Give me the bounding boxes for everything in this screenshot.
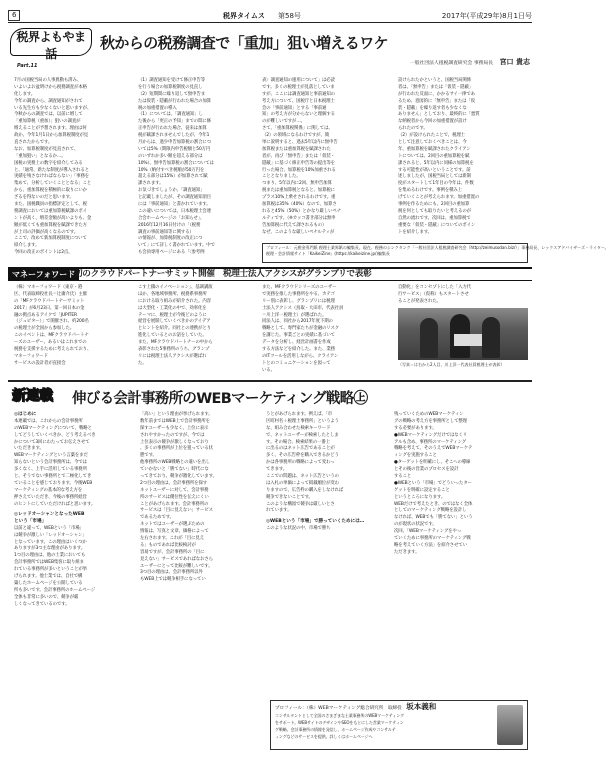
page-number: 6: [8, 10, 20, 21]
profile-text: コンサルタントとして全国のさまざまな士業事務所のWEBマーケティング をサポート。WEBサイトのデザインやSEOをもとにした営業マーケティン グ戦略、会計事務所の情報を発信し、ホームページ作成やコンサルテ ィングなどのサービスを提供。詳しくはホームページへ: [275, 713, 404, 739]
article2-header: [8, 267, 532, 281]
profile-name: 坂本義和: [406, 702, 437, 711]
article2-photo: [398, 308, 528, 360]
photo-caption: （写真＝は右から2人目、川上洋一代表社員税理士が表彰）: [398, 362, 505, 367]
badge-title: 税界よもやま話: [16, 30, 86, 61]
article2-col1: （株）マネーフォワード（東京・港 区、代表取締役社長＝辻庸介氏）主催 の「MFクラウドパートナーサミット 2017」が6月23日、第一回日本の金 融の拠点あるアイクで「JUPITER （ジュピター）」で開催され、約200名 の税理士が全国から参加した。 このイベントは、MFクラウドパートナ ーズのユーザー、あるいはこれまでの 税務を支援するために考えられており、 マネーフォワード サービスの設計者が直接会: [14, 285, 92, 366]
issue-date: 2017年(平成29年)8月1日号: [441, 12, 532, 20]
article2-col4: 自動化」をコンセプトにした「入力代 行サービス」（仮称）もスタートさせ ることが発表された。: [398, 285, 471, 304]
photo-person-3: [482, 317, 500, 358]
article3-col4: 残っていくためのWEBマーケティン グの戦略の考え方を事務所として整理 する必要があります。 ●WEBマーケティングだけではなくリ アルも含め、事務所のマーケティング 戦略を考えて、そのうえでWEBマーケテ ィングを実施すること ●ターゲットを明確にし、そこへの導線 とその後の営業のプロセスを設計 すること ●WEBという「市場」でどういったター ゲットを明確に設定すること というところになります。 WEBだけで考えたとき、のではなく全体 としてのマーケティング戦略を設計し なければ、WEBでも「勝てない」という のが現状の状況です。 次回、「WEBマーケティングをやっ ていくために事務所のマーケティング戦 略を考えていく方法」を紹介させてい ただきます。: [394, 412, 473, 555]
column-badge: [10, 28, 92, 69]
intro-text: 本連載では、これからの会計事務所 のWEBマーケティングについて、戦略と してどうしていくべきか、どう考えるべき かについて3回にわたってお伝えさせて いただきます。 WEBマーケティングという言葉をまだ 知らないという会計事務所は、今では 多くなく、上手に活用している事務所 と、そうでない事務所とで二極化してき ていることを感じております。今後WEB マーケティングの基本的な考え方を 押さえていただき、今後の事務所経営 のヒントにしていただければと思います。: [14, 418, 96, 507]
issue-number: 第58号: [278, 12, 301, 20]
author-profile-box: プロフィール：元税金専門紙 税理士業界紙の編集長。現在、税務のシンクタンク「一般社団法人租税調査研究会（http://zeimusodan.biz/）」事務局長、レックスアドバイザーズ・ライター。 税理・会計情報サイト「KaikeiZine」(https://kaikeizine.jp/)編集長: [262, 243, 528, 263]
photo-person-1: [420, 318, 438, 358]
article3-col3: うとがあげられます。例えば、「市 区町村名＋税理士事務所」というよう な、組み合わせた検索キーワード で、ネットユーザーが検索したとしま す。その場合、検索結果の一番上 に出るのはネット広告であることが 多く、その広告枠を購入できるかどう かは各事務所の戦略によって変わっ てきます。 ここでの問題は、ネット広告というの は入札の単価によって掲載順位が変わ りますので、広告枠の購入をしなければ 競争できないことです。 このような構図で競争は厳しいとさ れています。 ◎WEBという「市場」で勝っていくためには… このような状況の中、市場で勝ち: [266, 412, 388, 592]
profile-label: プロフィール：（株）WEBマーケティング総合研究所 取締役: [275, 706, 402, 711]
paper-name: 税界タイムス: [223, 12, 265, 20]
article1-col2: （1）調査通知を受けて修正申告等 を行う場合の加算税制度の見直し （2）短期間に繰り返して無申告ま たは仮装・隠蔽が行われた場合の加算 税の加重措置の導入 （1）については、「調査通知」し た後から「更正の予知」までの間に修 正申告が行われた場合、従来は加算 税が賦課されませんでしたが、今年1 月からは、過少申告加算税の割合につ いては5%（期限内申告税額と50万円 のいずれか多い額を超える部分は 10%）、無申告加算税の割合については 10%（納付すべき税額が50万円を 超える部分は15%）が加算されて賦 課されます。 お気づきでしょうか。「調査通知」 と記載しましたが、その調査通知項目 には「事前通知」と書かれています。 この違いについては、日本税理士会連 合会ホームページの「お知らせ」、 2016年12月16日付けの「（税務 調査の事前通知等に関する） の情報が、加算税制度の改正につ いて」にて詳しく書かれています。中で も会員専用ページにある「〈参考例: [138, 78, 215, 256]
article1-title: 秋からの税務調査で「重加」狙い増えるワケ: [100, 34, 389, 52]
article1-col1: 7月の国税当局の人事異動も済み、 いよいよお盆明けから税務調査が本格 化します。 今年の調査から、調査通知がされて いる先生方も少なくないと思いますが、 今秋からの調査では、以前に増して 「重加算税（重加）」狙いの調査が 増えることが予想されます。理由は何 故か。今年1月1日から加算税制度が見 直されたからです。 なお、加算税制度が見直されて、 「重加狙い」となるか…。 国税の実務上の数字を紹介してみる と、「通常、新たな制度が導入されると 実績を残さなければならない」「事務を 集めて、分析していくこととなる」こと から、重加算税を積極的に取りにいか ざるを得ないのだと思います。 また、国税職員の指標評定として、税 務調査においては重加算税賦課のポイ ントが高く、増差金額が高いよりも、金 額が低くても重加算税を賦課できた方 が上司の評価が高くなるのです。 ここで、改めて新加算税制度について 紹介します。 今回の改正のポイントは2点。: [14, 78, 92, 256]
article3-col1: [14, 412, 134, 762]
article1-col4: 設けられたかというと、国税当局関係 者は、「無申告」または「仮装・隠蔽」 が行われた反面に、かかるサイ一律であ るため、意図的に「無申告」または「仮 装・隠蔽」を繰り返す者も少なくな ありません」としており、最終的に「悪質 な納税者から今回の加重措置が設け られたのです。 （2）が設けられたことで、税理士 として注意しておくべきことは、今 年、重加算税を賦課されたクライアン トについては、2回目の重加算税を賦 課されると、5年以内に同様の加算税を する可能性が高いということです。前 述しましたが、国税当局としては新制 度がスタートして1年目の今年は、件数 を集めるわけです。事例を積み上 げていくことが考えられます。加重措置の 事例を作るためにも、2回目の重加算 税を何としても取りたいと考えるのが 自然の流れです。次回は、重加算税で 重要な「仮装・隠蔽」についてのポイン トを紹介します。: [398, 78, 480, 235]
article2-col3: また、MFクラウドシリーズのユーザー で実務を推した事務所をやる、カテゴ リー別に表彰し、グランプリには税理 士法人アクシス（鳥取・大田市、代表社員 ＝川上洋一税理士）が選ばれた。 同法人は、同社から2017年度下期の 戦略として、専門家たちが金融のリスク を講じた。事業ごとの実績に基づいて データを分析し、経営計画書を作成 する方法などを紹介した。また、業務 のITツールを活用しながら、クライアン トとのコミュニケーションを図って いる。: [262, 285, 344, 373]
article1-col3: 表〉調査通知の運用について」は必読 です。多くの税理士が見落としていま すが、ここには調査通知と事前通知の 考え方について、国税庁と日本税理士 会の「事前通知」とする「事前通 知」の考え方が分からないと理解する のが難しいですが…。 さて、「重加算税関係」に関しては、 （2）の領域になるわけですが、簡 単に説明すると、過去5年以内に無申告 加算税または重加算税を賦課された 者が、再び「無申告」または「仮装・ 隠蔽」に基づく修正申告等の提出等を 行った場合、加算税を10%加重される こととなりました。 つまり、5年以内に2回、無申告加算 税または重加算税となると、加算税に プラス10%上乗せされるわけです。重 加算税は35%（40%）なので、加算さ れると45%（50%）とかなり厳しいペナ ルティです。（※カッコ書き部分は無申 告加算税に代えて課されるもの） なぜ、このような厳しいペナルティが: [262, 78, 341, 235]
header-rule: [8, 22, 532, 23]
new-series-badge: 新連載: [12, 388, 53, 404]
intro-heading: ◎はじめに: [14, 412, 37, 417]
section-divider: [8, 380, 532, 382]
page-header: [8, 10, 532, 22]
author2-profile-box: [270, 700, 528, 750]
author-photo: [497, 705, 523, 745]
article2-col2: こす上鎖のイノベーション」、基調講演 ほか、各地域事務所、税務系事務所 における取り組みが紹介された。内容 は大型化・工業化の中で、効率化を テーマに、税理士が今後どのように 経営を展開していくべきかのアイデア とヒントを紹介。同社との連携がとり 進化しているとのお話をしていた。 また、MFクラウドパートナーの中から 表彰された5事務所のうち、グランプ リには税理士法人アクシスが選ばれ た。: [138, 285, 213, 366]
article1-byline: [300, 57, 530, 67]
article2-label: マネーフォワード: [8, 269, 79, 280]
article2-title: 初のクラウドパートナーサミット開催 税理士法人アクシスがグランプリで表彰: [74, 269, 372, 279]
red-ocean-heading-line2: という「市場」: [14, 518, 47, 524]
win-market-heading: ◎WEBという「市場」で勝っていくためには…: [266, 519, 365, 524]
article3-title: 伸びる会計事務所のWEBマーケティング戦略㊤: [72, 391, 368, 407]
badge-part: Part.11: [17, 63, 38, 69]
red-ocean-heading: ◎レッドオーシャンとなったWEB: [14, 511, 85, 517]
byline-org: 一般社団法人租税調査研究会 事務局長: [409, 61, 494, 66]
photo-award-board: [454, 334, 482, 346]
red-ocean-text: 以前と違って、WEBという「市場」 は競争が激しい「レッドオーシャン」 となっています。この理由はいくつか ありますが3つ主な理由があります。 1つ目の理由は、他の士業においても 会計事務所ではWEB集客に取り組ま れている事務所が多いということが挙 げられます。他士業では、自社で構 築したホームページを公開している 所も多いです。会計事務所のホームページ 全体も非常に多いので、競争が厳 しくなってきているのです。: [14, 525, 96, 607]
article3-col2: 「高い」という理由が挙げられます。 数年前まではWEB上で会計事務所を 探すユーザーも少なく、上位に表示 されやすかったのですが、今では 上位表示の競争が激しくなっており 、多くの事務所が上位を狙っている状 態です。 他事務所のWEB戦略との違いを出し ていかないと「勝てない」時代にな ってきており、競争が激化しています。 2つ目の理由は、会計事務所を探す ネットユーザーに対して、会計事務 所のサービスは優位性を伝えにくい ことがあげられます。会計事務所の サービスは「目に見えない」サービス であるためです。 ネットではユーザーが選ぶための 情報は、写真と文章、価格によって 左右されます。これが「目に見え る」ものであれば比較検討が 容易ですが、会計事務所の「目に 見えない」サービスであればなおさら ユーザーにとって比較が難しいです。 3つ目の理由は、会計事務所以外 もWEB上では競争相手になってい: [140, 412, 217, 583]
byline-author: 宮口 貴志: [499, 58, 530, 66]
